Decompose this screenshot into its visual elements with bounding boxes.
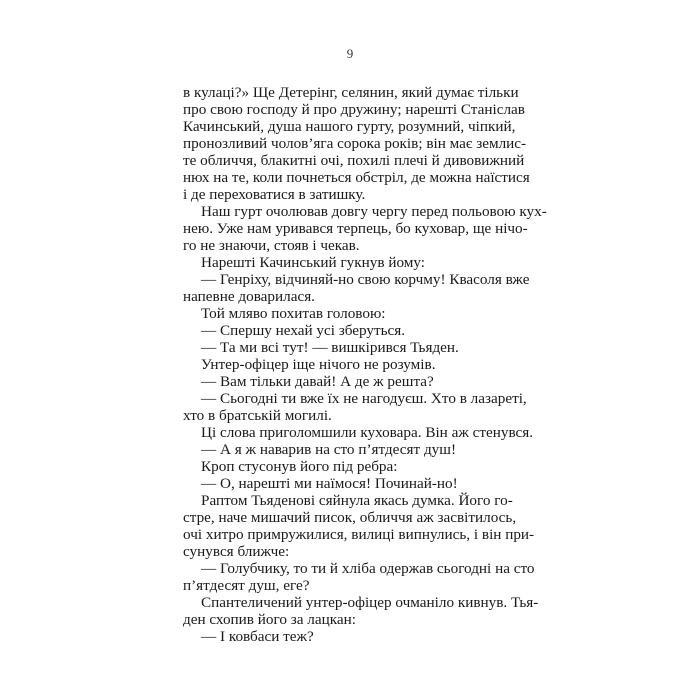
- body-text: [183, 84, 547, 645]
- page-number: 9: [346, 46, 354, 61]
- text-line: — Голубчику, то ти й хліба одержав сьогодні на сто: [201, 560, 535, 577]
- text-line: — О, нарешті ми наїмося! Починай-но!: [201, 475, 458, 492]
- text-line: го не знаючи, стояв і чекав.: [183, 237, 360, 254]
- text-line: Той мляво похитав головою:: [201, 305, 386, 322]
- text-line: Наш гурт очолював довгу чергу перед польовою кух-: [201, 203, 547, 220]
- text-line: хто в братській могилі.: [183, 407, 332, 424]
- text-line: — Та ми всі тут! — вишкірився Тьяден.: [201, 339, 459, 356]
- text-line: — Сьогодні ти вже їх не нагодуєш. Хто в лазареті,: [201, 390, 527, 407]
- text-line: — Спершу нехай усі зберуться.: [201, 322, 406, 339]
- text-line: Нарешті Качинський гукнув йому:: [201, 254, 425, 271]
- text-line: і де переховатися в затишку.: [183, 186, 366, 203]
- text-line: Раптом Тьяденові сяйнула якась думка. Його го-: [201, 492, 513, 509]
- text-line: — Вам тільки давай! А де ж решта?: [201, 373, 434, 390]
- text-line: очі хитро примружилися, вилиці випнулись, і він при-: [183, 526, 535, 543]
- text-line: — Генріху, відчиняй-но свою корчму! Квасоля вже: [201, 271, 530, 288]
- text-line: — А я ж наварив на сто п’ятдесят душ!: [201, 441, 457, 458]
- text-line: ден схопив його за лацкан:: [183, 611, 356, 628]
- text-line: Кроп стусонув його під ребра:: [201, 458, 398, 475]
- text-line: Качинський, душа нашого гурту, розумний, чіпкий,: [183, 118, 516, 135]
- text-line: нею. Уже нам уривався терпець, бо куховар, ще нічо-: [183, 220, 528, 237]
- text-line: Ці слова приголомшили куховара. Він аж стенувся.: [201, 424, 534, 441]
- text-line: пронозливий чолов’яга сорока років; він має землис-: [183, 135, 527, 152]
- text-line: те обличчя, блакитні очі, похилі плечі й дивовижний: [183, 152, 525, 169]
- text-line: про свою господу й про дружину; нарешті Станіслав: [183, 101, 525, 118]
- text-line: — І ковбаси теж?: [201, 628, 314, 645]
- text-line: п’ятдесят душ, еге?: [183, 577, 310, 594]
- text-line: напевне доварилася.: [183, 288, 315, 305]
- text-line: Спантеличений унтер-офіцер очманіло кивнув. Тья-: [201, 594, 539, 611]
- text-line: стре, наче мишачий писок, обличчя аж засвітилось,: [183, 509, 517, 526]
- text-line: Унтер-офіцер іще нічого не розумів.: [201, 356, 436, 373]
- text-line: в кулаці?» Ще Детерінг, селянин, який думає тільки: [183, 84, 519, 101]
- text-line: нюх на те, коли почнеться обстріл, де можна наїстися: [183, 169, 530, 186]
- text-line: сунувся ближче:: [183, 543, 290, 560]
